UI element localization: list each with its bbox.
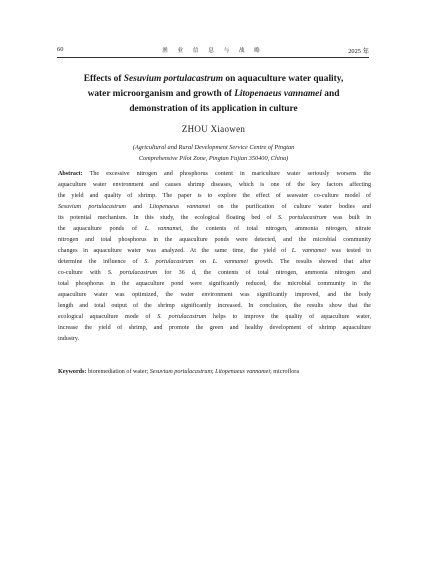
title-line: Effects of Sesuvium portulacastrum on aquaculture water quality,: [83, 74, 344, 84]
abstract-line: nitrogen and total phosphorus in the aquaculture ponds were detected, and the microbial community: [58, 237, 371, 243]
running-header: [57, 44, 369, 58]
abstract-line: Sesuvium portulacastrum and Litopenaeus vannamei on the purification of culture water bodies and: [58, 204, 371, 210]
abstract-line: increase the yield of shrimp, and promote the green and healthy development of shrimp aquaculture: [58, 325, 371, 331]
abstract-line: co-culture with S. portulacastrum for 36 d, the contents of total nitrogen, ammonia nitrogen and: [58, 270, 371, 276]
abstract-line: Abstract: The excessive nitrogen and phosphorus content in mariculture water seriously worsens the: [58, 171, 371, 177]
abstract-line: industry.: [58, 336, 80, 342]
author-name: ZHOU Xiaowen: [181, 124, 246, 134]
affiliation-line: Comprehensive Pilot Zone, Pingtan Fujian 350400, China): [138, 155, 289, 162]
abstract-line: length and total output of the shrimp significantly increased. In conclusion, the results show that the: [58, 303, 371, 309]
affiliation-line: (Agricultural and Rural Development Service Centre of Pingtan: [132, 144, 295, 151]
title-line: water microorganism and growth of Litopenaeus vannamei and: [87, 89, 340, 99]
author-affiliation: [0, 142, 427, 164]
abstract-line: aquaculture water was optimized, the water environment was significantly improved, and the body: [58, 292, 371, 298]
abstract-line: determine the influence of S. portulacastrum on L. vannamei growth. The results showed that after: [58, 259, 371, 265]
paper-title: [50, 72, 377, 117]
issue-year: 2025 年: [348, 48, 369, 55]
abstract-line: aquaculture water environment and causes shrimp diseases, which is one of the key factors affecting: [58, 182, 371, 188]
abstract: [58, 169, 371, 345]
abstract-line: ecological aquaculture mode of S. portulacastrum helps to improve the quality of aquaculture water,: [58, 314, 371, 320]
species-name: Litopenaeus vannamei: [234, 89, 322, 99]
abstract-line: changes in aquaculture water was analyzed. At the same time, the yield of L. vannamei was tested to: [58, 248, 371, 254]
abstract-line: the yield and quality of shrimp. The paper is to explore the effect of seawater co-culture model of: [58, 193, 371, 199]
abstract-label: Abstract:: [58, 171, 83, 177]
page-number: 60: [57, 46, 64, 53]
abstract-line: total phosphorus in the aquaculture pond were significantly reduced, the microbial community in the: [58, 281, 371, 287]
abstract-line: its potential mechanism. In this study, the ecological floating bed of S. portulacastrum was built in: [58, 215, 371, 221]
species-name: Sesuvium portulacastrum: [123, 74, 224, 84]
abstract-line: the aquaculture ponds of L. vannamei, the contents of total nitrogen, ammonia nitrogen, nitrate: [58, 226, 371, 232]
keywords: Keywords: bioremediation of water; Sesuvium portulacastrum; Litopenaeus vannamei; microflora: [58, 369, 300, 375]
journal-name: 渔 业 信 息 与 战 略: [162, 48, 264, 54]
title-line: demonstration of its application in culture: [129, 104, 298, 114]
keywords-label: Keywords:: [58, 369, 87, 375]
